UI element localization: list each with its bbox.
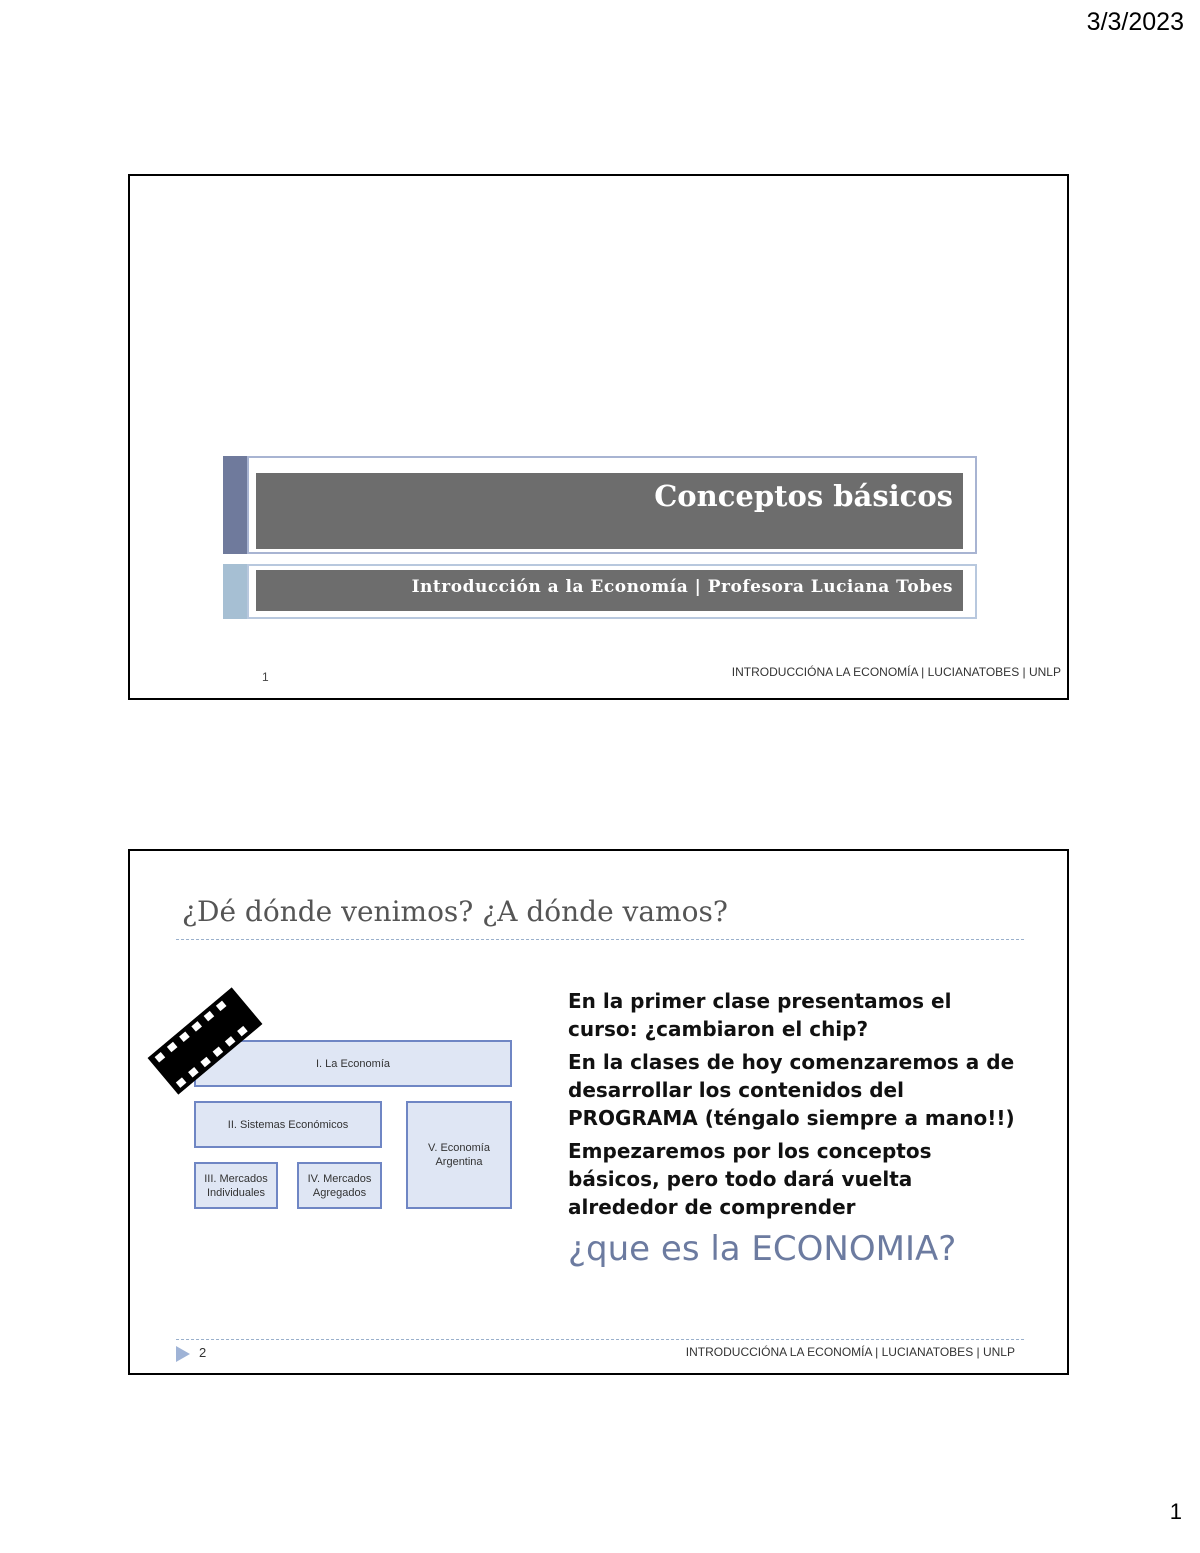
title-divider: [176, 939, 1024, 940]
diagram-box-label: II. Sistemas Económicos: [227, 1118, 349, 1131]
slide-title: Conceptos básicos: [654, 479, 953, 513]
diagram-box-mercados-agregados: [297, 1162, 382, 1209]
body-paragraph: En la clases de hoy comenzaremos a de desarrollar los contenidos del PROGRAMA (téngalo siempre a mano!!): [568, 1050, 1015, 1130]
slide-2: [128, 849, 1069, 1375]
diagram-box-label: IV. Mercados Agregados: [307, 1172, 372, 1199]
page-number: 1: [1169, 1499, 1182, 1524]
subtitle-frame: [223, 564, 977, 619]
diagram-box-mercados-individuales: [194, 1162, 278, 1209]
slide-footer: INTRODUCCIÓNA LA ECONOMÍA | LUCIANATOBES | UNLP: [685, 1345, 1015, 1359]
title-accent-bar: [223, 456, 247, 554]
diagram-box-label: I. La Economía: [316, 1057, 390, 1070]
page-date: 3/3/2023: [1086, 8, 1184, 36]
subtitle-accent-bar: [223, 564, 247, 619]
slide-footer: INTRODUCCIÓNA LA ECONOMÍA | LUCIANATOBES | UNLP: [731, 665, 1061, 679]
diagram-box-economia-argentina: [406, 1101, 512, 1209]
slide-1: [128, 174, 1069, 700]
diagram-box-label: V. Economía Argentina: [428, 1142, 490, 1168]
slide-body: [568, 987, 1028, 1226]
diagram-box-la-economia: [194, 1040, 512, 1087]
body-paragraph: Empezaremos por los conceptos básicos, pero todo dará vuelta alrededor de comprender: [568, 1139, 932, 1219]
footer-divider: [176, 1339, 1024, 1340]
highlight-question: ¿que es la ECONOMIA?: [568, 1229, 957, 1269]
body-paragraph: En la primer clase presentamos el curso: ¿cambiaron el chip?: [568, 989, 952, 1041]
subtitle-bar: [256, 570, 963, 611]
slide-subtitle: Introducción a la Economía | Profesora Luciana Tobes: [411, 577, 953, 597]
slide-number: 2: [199, 1345, 207, 1360]
slide-number: 1: [262, 670, 269, 684]
triangle-bullet-icon: [176, 1346, 190, 1362]
title-frame: [223, 456, 977, 554]
slide-title: ¿Dé dónde venimos? ¿A dónde vamos?: [182, 895, 728, 928]
title-bar: [256, 473, 963, 549]
diagram-box-sistemas-economicos: [194, 1101, 382, 1148]
diagram-box-label: III. Mercados Individuales: [204, 1172, 268, 1199]
